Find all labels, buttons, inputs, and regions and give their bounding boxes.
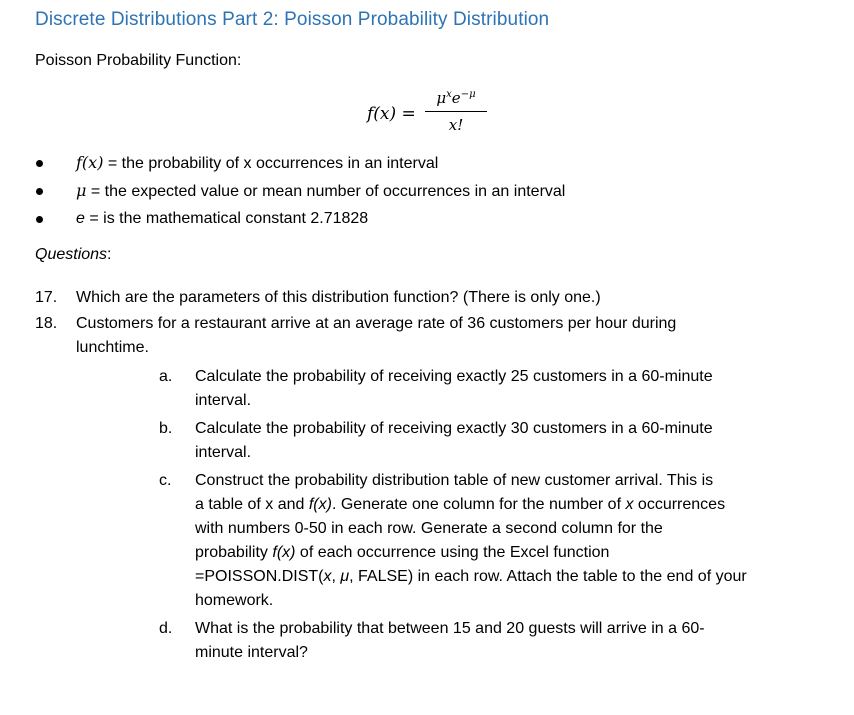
subquestion-c bbox=[159, 469, 819, 613]
formula-numerator: $\mu^xe^{-\mu}$ bbox=[436, 89, 476, 107]
subquestion-line6: homework. bbox=[195, 592, 274, 609]
subquestion-line5: =POISSON.DIST(x, μ, FALSE) in each row. Attach the table to the end of your bbox=[195, 568, 747, 585]
question-text-line2: lunchtime. bbox=[76, 339, 149, 356]
question-text-line1: Customers for a restaurant arrive at an average rate of 36 customers per hour during bbox=[76, 315, 677, 332]
formula-lhs: f(x) = bbox=[367, 104, 416, 124]
poisson-formula bbox=[367, 84, 507, 144]
subquestion-line4: probability f(x) of each occurrence using the Excel function bbox=[195, 544, 610, 561]
formula-denominator: x! bbox=[448, 116, 464, 134]
question-text: Which are the parameters of this distribution function? (There is only one.) bbox=[76, 289, 601, 306]
bullet-icon bbox=[36, 160, 43, 167]
subquestion-b bbox=[159, 417, 819, 465]
definition-item: μ = the expected value or mean number of occurrences in an interval bbox=[36, 179, 565, 207]
questions-heading: Questions: bbox=[35, 246, 112, 263]
subquestion-line1: Construct the probability distribution table of new customer arrival. This is bbox=[195, 472, 714, 489]
subquestion-line2: interval. bbox=[195, 444, 252, 461]
question-number: 17. bbox=[35, 289, 58, 306]
formula-fraction bbox=[425, 84, 487, 136]
question-number: 18. bbox=[35, 315, 58, 332]
document-title: Discrete Distributions Part 2: Poisson Probability Distribution bbox=[35, 9, 550, 30]
question-18 bbox=[35, 312, 825, 360]
subquestion-line3: with numbers 0-50 in each row. Generate a second column for the bbox=[195, 520, 663, 537]
subquestion-d bbox=[159, 617, 819, 665]
bullet-icon bbox=[36, 188, 43, 195]
subquestion-label: a. bbox=[159, 368, 173, 385]
bullet-icon bbox=[36, 216, 43, 223]
definition-item: e = is the mathematical constant 2.71828 bbox=[36, 207, 565, 235]
subquestion-label: d. bbox=[159, 620, 173, 637]
fraction-bar bbox=[425, 111, 487, 112]
subquestion-line1: What is the probability that between 15 and 20 guests will arrive in a 60- bbox=[195, 620, 705, 637]
subquestion-line2: interval. bbox=[195, 392, 252, 409]
definition-item: f(x) = the probability of x occurrences in an interval bbox=[36, 151, 565, 179]
subquestion-line2: a table of x and f(x). Generate one column for the number of x occurrences bbox=[195, 496, 726, 513]
function-heading: Poisson Probability Function: bbox=[35, 52, 242, 69]
subquestion-label: c. bbox=[159, 472, 172, 489]
subquestion-label: b. bbox=[159, 420, 173, 437]
subquestion-line1: Calculate the probability of receiving exactly 30 customers in a 60-minute bbox=[195, 420, 713, 437]
subquestion-a bbox=[159, 365, 819, 413]
subquestion-line1: Calculate the probability of receiving exactly 25 customers in a 60-minute bbox=[195, 368, 713, 385]
definitions-list bbox=[36, 151, 565, 235]
subquestion-line2: minute interval? bbox=[195, 644, 308, 661]
